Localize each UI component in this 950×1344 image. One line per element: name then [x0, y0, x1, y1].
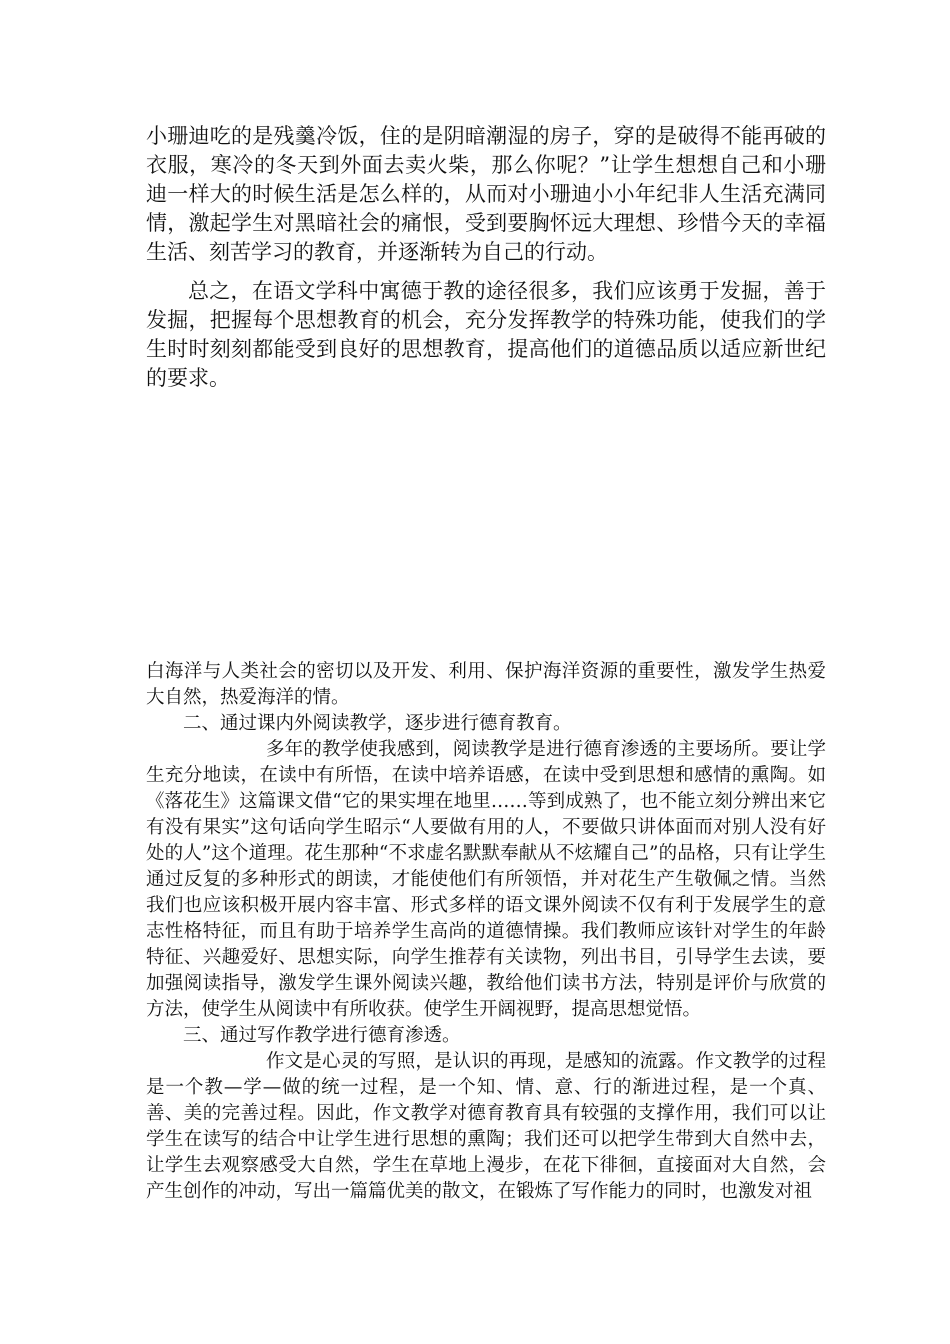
paragraph-ocean: 白海洋与人类社会的密切以及开发、利用、保护海洋资源的重要性，激发学生热爱大自然，热爱海洋的情。 [146, 661, 826, 708]
bottom-text-block [146, 659, 826, 1205]
paragraph-writing: 作文是心灵的写照，是认识的再现，是感知的流露。作文教学的过程是一个教—学—做的统一过程，是一个知、情、意、行的渐进过程，是一个真、善、美的完善过程。因此，作文教学对德育教育具有较强的支撑作用，我们可以让学生在读写的结合中让学生进行思想的熏陶；我们还可以把学生带到大自然中去，让学生去观察感受大自然，学生在草地上漫步，在花下徘徊，直接面对大自然，会产生创作的冲动，写出一篇篇优美的散文，在锻炼了写作能力的同时，也激发对祖 [146, 1051, 826, 1202]
section-heading-reading: 二、通过课内外阅读教学，逐步进行德育教育。 [183, 713, 572, 734]
paragraph-conclusion: 总之，在语文学科中寓德于教的途径很多，我们应该勇于发掘，善于发掘，把握每个思想教育的机会，充分发挥教学的特殊功能，使我们的学生时时刻刻都能受到良好的思想教育，提高他们的道德品质以适应新世纪的要求。 [146, 279, 826, 390]
top-text-block [146, 122, 826, 403]
paragraph-reading: 多年的教学使我感到，阅读教学是进行德育渗透的主要场所。要让学生充分地读，在读中有所悟，在读中培养语感，在读中受到思想和感情的熏陶。如《落花生》这篇课文借“它的果实埋在地里……等到成熟了，也不能立刻分辨出来它有没有果实”这句话向学生昭示“人要做有用的人，不要做只讲体面而对别人没有好处的人”这个道理。花生那种“不求虚名默默奉献从不炫耀自己”的品格，只有让学生通过反复的多种形式的朗读，才能使他们有所领悟，并对花生产生敬佩之情。当然我们也应该积极开展内容丰富、形式多样的语文课外阅读不仅有利于发展学生的意志性格特征，而且有助于培养学生高尚的道德情操。我们教师应该针对学生的年龄特征、兴趣爱好、思想实际，向学生推荐有关读物，列出书目，引导学生去读，要加强阅读指导，激发学生课外阅读兴趣，教给他们读书方法，特别是评价与欣赏的方法，使学生从阅读中有所收获。使学生开阔视野，提高思想觉悟。 [146, 739, 826, 1020]
paragraph-xiaoshandi: 小珊迪吃的是残羹冷饭，住的是阴暗潮湿的房子，穿的是破得不能再破的衣服，寒冷的冬天到外面去卖火柴，那么你呢？”让学生想想自己和小珊迪一样大的时候生活是怎么样的，从而对小珊迪小小年纪非人生活充满同情，激起学生对黑暗社会的痛恨，受到要胸怀远大理想、珍惜今天的幸福生活、刻苦学习的教育，并逐渐转为自己的行动。 [146, 124, 826, 264]
section-heading-writing: 三、通过写作教学进行德育渗透。 [183, 1025, 461, 1046]
